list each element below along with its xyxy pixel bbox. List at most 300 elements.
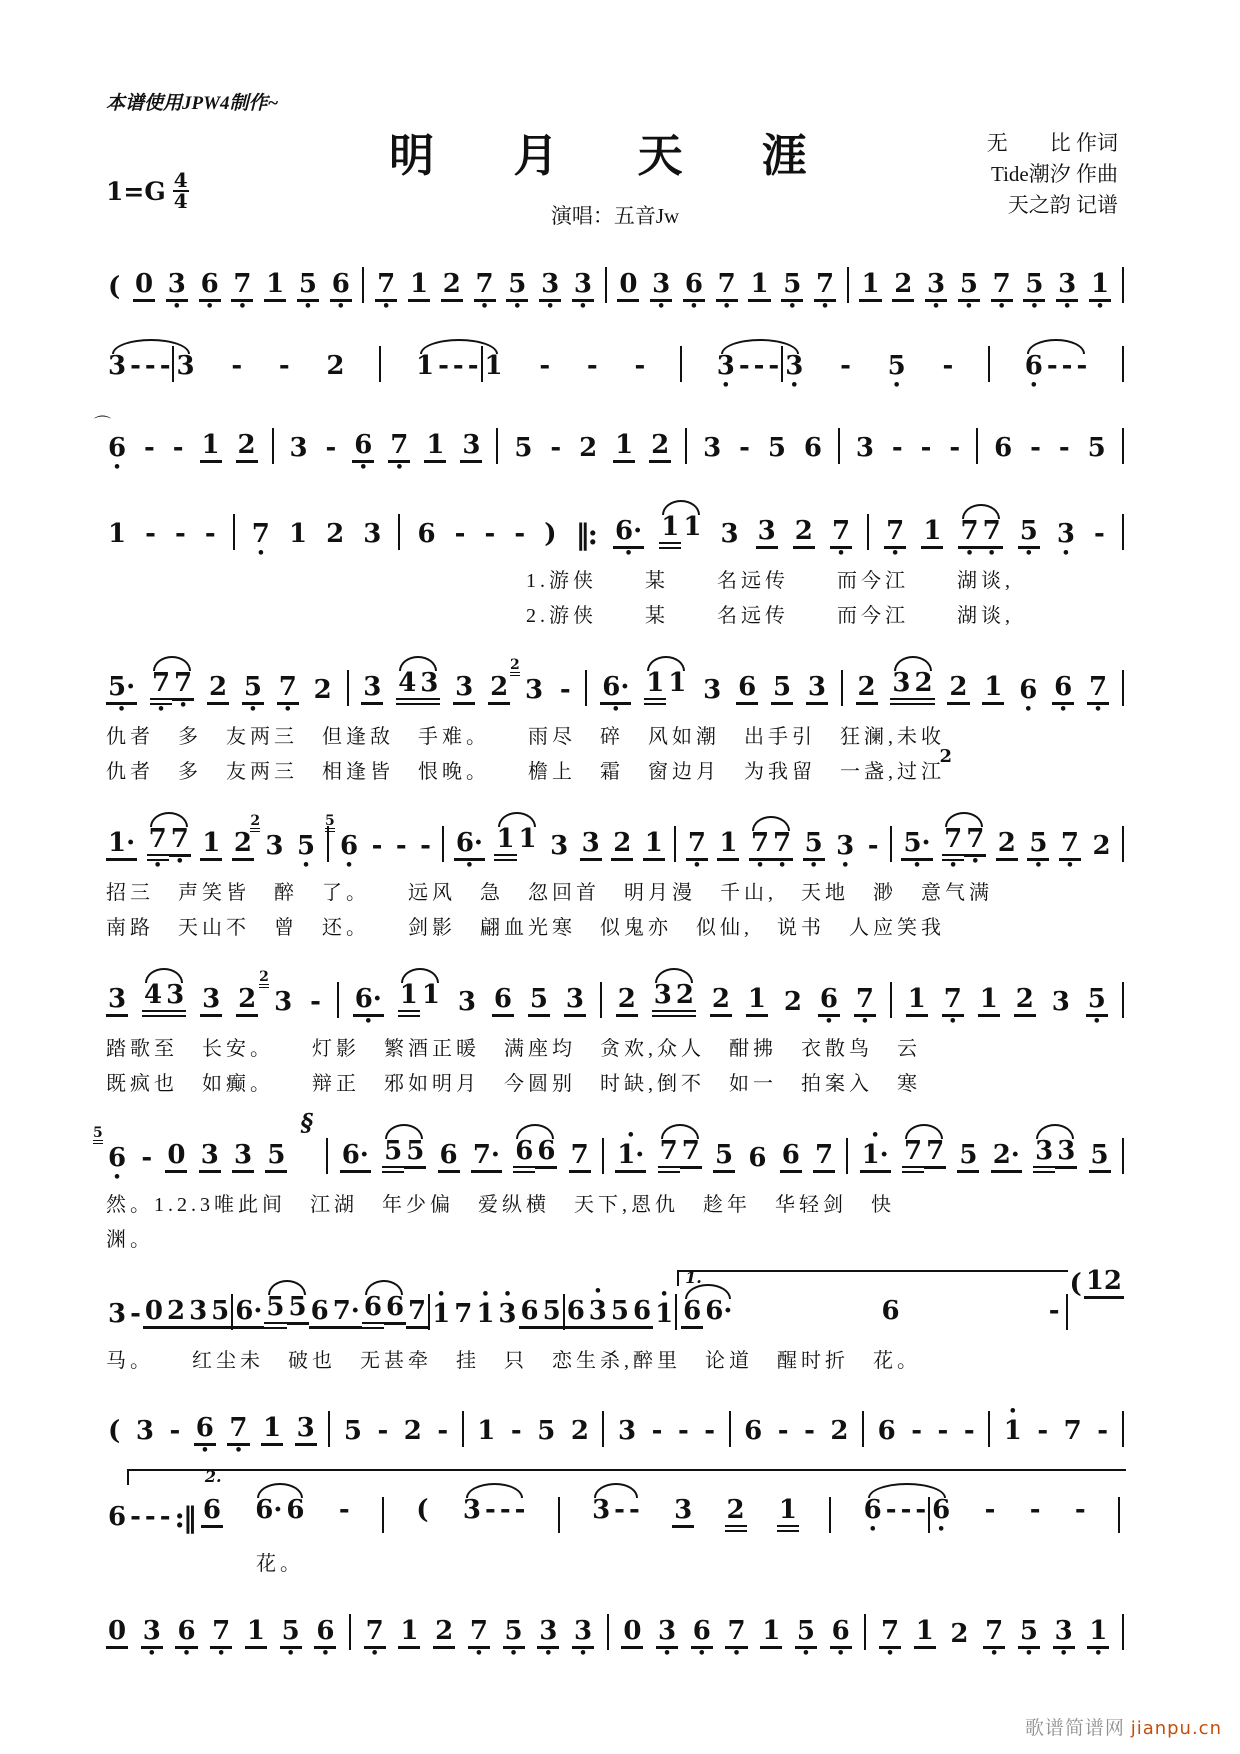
note: 3 • [1056, 519, 1075, 561]
barline [729, 1411, 731, 1447]
note: 1 [760, 1607, 782, 1659]
note: - [942, 351, 954, 381]
note: 2 [433, 1607, 455, 1659]
note: - [1058, 433, 1070, 463]
note: 7 • [727, 1616, 746, 1661]
note: 2 [913, 659, 935, 715]
note: - [677, 1416, 689, 1446]
note: 5 • [796, 1616, 815, 1661]
note: 2 [783, 987, 802, 1017]
note: 6 • [354, 430, 373, 475]
note: 7 • [960, 516, 979, 561]
grace-note: 5 [93, 1127, 103, 1144]
note: - [130, 351, 141, 381]
note: 5 [265, 1131, 287, 1183]
note: 7 • [855, 984, 874, 1029]
note: 6 [108, 1502, 127, 1532]
note: 3 [453, 663, 475, 715]
note: - [920, 433, 932, 463]
note: - [145, 519, 156, 549]
notation-area [93, 260, 1124, 1661]
note: 1 [477, 1416, 496, 1446]
slur-group [494, 815, 538, 871]
note: 3 [460, 421, 482, 473]
slur-group [658, 1127, 702, 1183]
note: ( [416, 1495, 429, 1525]
volta-bracket [197, 1467, 1124, 1542]
note: 3 [672, 1486, 694, 1542]
note: 5 • [959, 269, 978, 314]
watermark-url: jianpu.cn [1130, 1718, 1222, 1739]
note: 12 [1084, 1257, 1124, 1309]
note: 0 [143, 1287, 165, 1339]
note: 6 • [831, 1616, 850, 1661]
note: 6 [744, 1416, 763, 1446]
slur-group [659, 503, 703, 559]
lyrics-row [106, 603, 1124, 629]
note: 1 [108, 519, 127, 549]
system [94, 415, 1124, 475]
note: - [438, 351, 449, 381]
note: 1 [398, 971, 420, 1027]
note: 2 [207, 663, 229, 715]
repeat-sign: ‖: [575, 518, 596, 551]
note: 5 6 • [325, 813, 359, 873]
note: - [452, 351, 464, 381]
note: 5 • [508, 269, 527, 314]
notation-line [94, 415, 1124, 475]
slur-group [150, 659, 194, 715]
note: - [651, 1416, 663, 1446]
note: 2 [856, 663, 878, 715]
note: - [1030, 433, 1041, 463]
tie-mark: ⌒ [94, 415, 111, 435]
note: 7 • [943, 984, 962, 1029]
note: 2 [441, 260, 463, 312]
slur-group [513, 1127, 557, 1183]
note: - [804, 1416, 815, 1446]
watermark-site-name: 歌谱简谱网 [1024, 1718, 1125, 1739]
lyrics-text: 2.游侠 某 名远传 而今江 湖谈, [526, 605, 1014, 627]
note: - [420, 831, 431, 861]
key-time-signature [106, 168, 189, 213]
lyrics-row [106, 724, 1124, 750]
system [106, 503, 1124, 629]
slur-group [890, 659, 934, 715]
credits [987, 128, 1118, 221]
barline [867, 514, 869, 550]
note: - [1048, 1296, 1060, 1326]
note: 5 [609, 1287, 631, 1339]
note: 2 [793, 507, 815, 559]
note: 7 • [687, 828, 706, 873]
note: - [159, 351, 171, 381]
note: 2 [232, 819, 254, 871]
note: - [885, 1495, 897, 1525]
note: 3 [1051, 987, 1070, 1017]
note: 1 [659, 503, 681, 559]
barline [864, 1614, 866, 1650]
slur-group [461, 1486, 527, 1542]
note: 3 [580, 819, 602, 871]
note: 7· [331, 1287, 362, 1339]
note: 6 • [177, 1616, 196, 1661]
note: ( [108, 1416, 121, 1446]
note: 3 [289, 433, 308, 463]
grace-note: 2 [259, 971, 269, 988]
note: 3 • [142, 1616, 161, 1661]
note: 1 [613, 421, 635, 473]
note: 3 [550, 831, 569, 861]
note: - [634, 351, 646, 381]
note: 5 • [1029, 828, 1048, 873]
note: 3 • [716, 351, 735, 393]
note: 6 [513, 1127, 535, 1183]
note: 6· [255, 1495, 283, 1525]
note: 1 [777, 1486, 799, 1542]
note: 3 • [785, 351, 804, 393]
note: 3 • [573, 1616, 593, 1661]
note: - [395, 831, 407, 861]
note: 5 • [281, 1616, 300, 1661]
note: 6 [565, 1287, 587, 1339]
note: 2 [1014, 975, 1036, 1027]
note: - [485, 1495, 496, 1525]
note: 6 [994, 433, 1013, 463]
note: 3 [890, 659, 912, 715]
note: 2 [616, 975, 638, 1027]
note: 5 • [887, 351, 906, 393]
note: - [338, 1495, 350, 1525]
barline [379, 346, 381, 382]
note: 3 [703, 675, 722, 705]
note: 3 • [167, 269, 186, 314]
note: 3 • [652, 269, 671, 314]
note: 5 • [783, 269, 802, 314]
note: 1 [717, 819, 739, 871]
barline [1122, 346, 1124, 382]
slur-group [253, 1486, 306, 1542]
note: 1 [200, 819, 222, 871]
note: 5 [382, 1127, 404, 1183]
note: • 1· [615, 1131, 646, 1183]
note: 2 [649, 421, 671, 473]
note: 1 [200, 421, 222, 473]
note: - [510, 1416, 522, 1446]
note: 2 [725, 1486, 747, 1542]
note: - [130, 1299, 141, 1329]
note: 7 • [773, 828, 792, 873]
note: - [169, 1416, 181, 1446]
note: - [911, 1416, 922, 1446]
note: - [141, 1143, 153, 1173]
barline [862, 1411, 864, 1447]
note: 3 [199, 1131, 221, 1183]
note: - [144, 1502, 156, 1532]
note: 7· [471, 1131, 502, 1183]
note: - [130, 1502, 141, 1532]
note: 3 [592, 1495, 611, 1525]
note: 6 [631, 1287, 653, 1339]
barline [1122, 267, 1124, 303]
note: 6· [340, 1131, 371, 1183]
note: 2 [830, 1416, 849, 1446]
note: 6 [748, 1143, 767, 1173]
lyrics-text: 踏歌至 长安。 灯影 繁酒正暖 满座均 贪欢,众人 酣拂 衣散鸟 云 [106, 1038, 921, 1060]
lyrics-row [106, 1227, 1124, 1253]
note: 3 [361, 663, 383, 715]
key-label: 1=G [106, 176, 166, 206]
note: - [614, 1495, 625, 1525]
barline [398, 514, 400, 550]
note: 2 [950, 1619, 969, 1649]
note: 3 • [658, 1616, 677, 1661]
slur-group [942, 815, 986, 871]
note: 3 • [927, 269, 946, 314]
note: 3 • [539, 1616, 558, 1661]
note: 3 • [541, 269, 560, 314]
note: - [867, 831, 879, 861]
song-title: 明 月 天 涯 [389, 131, 841, 181]
note: 6 [438, 1131, 460, 1183]
note: 5· • [108, 672, 136, 717]
note: 3 [106, 975, 128, 1027]
note: 2 3 [259, 969, 293, 1017]
system [106, 342, 1124, 391]
note: 6 [384, 1283, 406, 1339]
note: 7 • [148, 824, 167, 873]
note: 1 [643, 819, 665, 871]
slur-group [749, 819, 793, 871]
note: - [1097, 1416, 1109, 1446]
software-note: 本谱使用JPW4制作~ [106, 93, 279, 114]
time-top: 4 [173, 168, 188, 192]
note: 5 • [1019, 1616, 1038, 1661]
note: 1· [106, 819, 137, 871]
singer-line: 演唱：五音Jw [550, 204, 680, 228]
time-signature [173, 168, 189, 213]
barline [674, 826, 676, 862]
note: 2 [674, 971, 696, 1027]
verse-marker: 2 [939, 746, 956, 767]
note: 3 [618, 1416, 637, 1446]
slur-group [414, 342, 505, 391]
note: 5 [541, 1287, 563, 1339]
note: 2 [403, 1416, 422, 1446]
note: 6· • [455, 828, 483, 873]
note: 0 [106, 1607, 128, 1659]
volta-label: 1. [685, 1268, 702, 1287]
note: 1 [921, 507, 943, 559]
note: 3 [164, 971, 186, 1027]
note: 3 [418, 659, 440, 715]
note: 3 [108, 1299, 127, 1329]
note: 7 • [229, 1413, 248, 1458]
lyrics-row [106, 1036, 1124, 1062]
note: - [484, 519, 496, 549]
note: 6 [535, 1127, 557, 1183]
lyrics-row [106, 915, 1124, 941]
note: 3 • [836, 831, 855, 873]
barline [1122, 428, 1124, 464]
notation-line [106, 1266, 1124, 1339]
note: 3 [564, 975, 586, 1027]
note: 1 [644, 659, 666, 715]
note: 3 [176, 351, 195, 381]
note: 1 [288, 519, 308, 549]
note: 7 • [1088, 672, 1108, 717]
note: - [768, 351, 780, 381]
grace-note: 2 [510, 659, 520, 676]
barline [976, 428, 978, 464]
system [106, 659, 1124, 785]
note: 1 [683, 512, 702, 542]
notation-line [106, 659, 1124, 715]
note: 7 • [982, 516, 1001, 561]
note: 3 [855, 433, 874, 463]
barline [1122, 514, 1124, 550]
barline [1122, 1614, 1124, 1650]
slur-group [644, 659, 688, 715]
notation-line [106, 503, 1124, 559]
barline [382, 1497, 384, 1533]
note: 1 [424, 421, 446, 473]
barline [233, 514, 235, 550]
slur-group [1023, 342, 1089, 391]
barline [326, 1138, 328, 1174]
note: - [437, 1416, 449, 1446]
note: 6 [201, 1486, 223, 1542]
note: 2· [991, 1131, 1022, 1183]
note: • 1 [1003, 1404, 1022, 1446]
system [106, 1266, 1124, 1374]
note: 5 [287, 1283, 309, 1339]
watermark [1025, 1713, 1222, 1740]
note: 2 [996, 819, 1018, 871]
note: 0 [617, 260, 639, 312]
note: 7 [813, 1131, 835, 1183]
note: 6 [286, 1495, 305, 1525]
note: - [1029, 1495, 1041, 1525]
notation-line [93, 1108, 1124, 1185]
note: 6 • [200, 269, 219, 314]
barline [890, 826, 892, 862]
note: - [1074, 1495, 1086, 1525]
note: 2 [947, 663, 969, 715]
lyrics-row [106, 1071, 1124, 1097]
slur-group [106, 342, 197, 391]
note: 1 [906, 975, 928, 1027]
credit-transcriber: 天之韵 记谱 [1007, 193, 1118, 217]
notation-line [106, 1404, 1124, 1456]
note: - [777, 1416, 789, 1446]
note: - [937, 1416, 949, 1446]
notation-line [106, 971, 1124, 1027]
barline [988, 1411, 990, 1447]
note: 3 [187, 1287, 209, 1339]
note: ( [108, 272, 121, 302]
slur-group [264, 1283, 308, 1339]
note: 5 6 • [93, 1125, 127, 1185]
note: - [738, 351, 750, 381]
note: - [172, 433, 184, 463]
system [106, 815, 1124, 941]
note: 0 [621, 1607, 643, 1659]
note: 7 • [390, 430, 409, 475]
note: 2 [326, 519, 345, 549]
note: ( [1069, 1269, 1082, 1299]
note: 7 • [886, 516, 905, 561]
note: - [753, 351, 765, 381]
notation-line [106, 1467, 1124, 1542]
note: 6 [736, 663, 758, 715]
note: 6 [362, 1283, 384, 1339]
lyrics-text: 仇者 多 友两三 但逢敌 手难。 雨尽 碎 风如潮 出手引 狂澜,未收 [106, 726, 945, 748]
note: 6 [780, 1131, 802, 1183]
note: 5 [1089, 1131, 1111, 1183]
note: 2 [570, 1416, 589, 1446]
segno-sign: § [300, 1108, 314, 1137]
note: 7 • [278, 672, 297, 717]
note: 7 • [170, 824, 189, 869]
note: 1 [748, 260, 770, 312]
note: - [144, 433, 155, 463]
barline [362, 267, 364, 303]
note: 3 [462, 1495, 482, 1525]
note: 7 [902, 1127, 924, 1183]
note: 3 [457, 987, 476, 1017]
lyrics-row [106, 568, 1124, 594]
note: 5 • [1019, 516, 1038, 561]
slur-group [862, 1486, 953, 1542]
note: 7 • [985, 1616, 1004, 1661]
credit-composer: Tide潮汐 作曲 [991, 162, 1118, 186]
slur-group [681, 1287, 734, 1339]
note: 6 [881, 1296, 900, 1326]
note: 6 • [692, 1616, 711, 1661]
note: • 1 [655, 1287, 674, 1329]
note: 6 • [932, 1495, 951, 1537]
note: 6 • [1019, 675, 1038, 717]
note: 2 [236, 975, 258, 1027]
credit-lyricist: 无 比 作词 [986, 131, 1118, 155]
barline [272, 428, 274, 464]
note: 5 [404, 1127, 426, 1183]
barline [347, 670, 349, 706]
note: 6 • [195, 1413, 214, 1458]
note: 2 [488, 663, 510, 715]
system [106, 1467, 1124, 1577]
note: 3 [232, 1131, 254, 1183]
barline [496, 428, 498, 464]
note: 6 • [1054, 672, 1073, 717]
note: 5· • [903, 828, 931, 873]
note: 2 [611, 819, 633, 871]
note: 6 [803, 433, 823, 463]
note: 5 [264, 1283, 286, 1339]
note: 5 • [296, 831, 316, 873]
note: 5 [771, 663, 793, 715]
note: 5 [209, 1287, 231, 1339]
barline [829, 1497, 831, 1533]
note: ⌒ 6 • [106, 424, 128, 473]
note: 1 [398, 1607, 420, 1659]
barline [349, 1614, 351, 1650]
note: - [175, 519, 186, 549]
slur-group [902, 1127, 946, 1183]
note: - [159, 1502, 171, 1532]
note: 1 [494, 815, 516, 871]
